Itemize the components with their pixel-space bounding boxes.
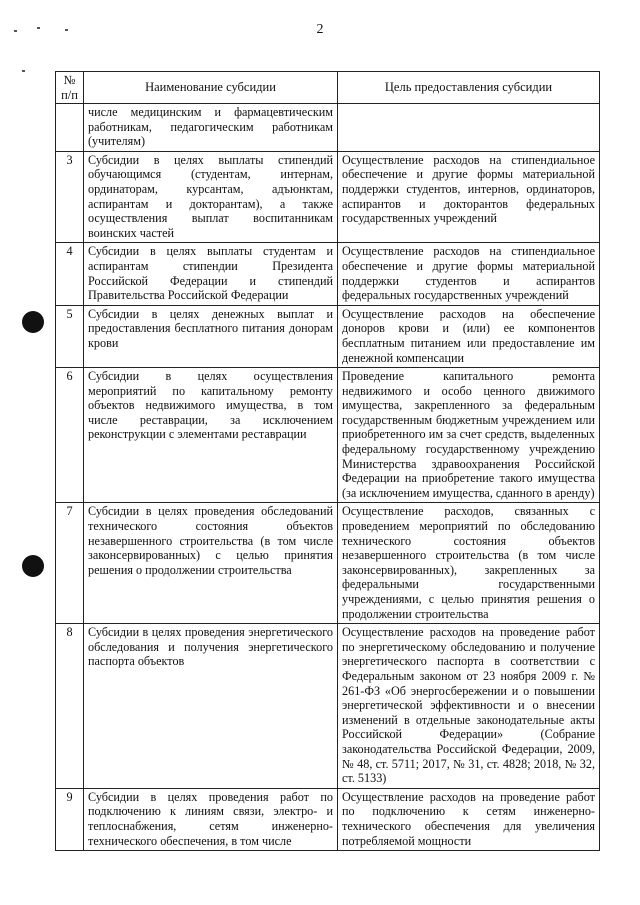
subsidy-name: Субсидии в целях выплаты стипендий обучающимся (студентам, интернам, ординаторам, курсантам, адъюнктам, аспирантам и докторантам), а также осуществления выплат воспитанникам воинских частей bbox=[84, 151, 338, 243]
header-subsidy-name: Наименование субсидии bbox=[84, 72, 338, 104]
row-number: 9 bbox=[56, 788, 84, 850]
table-row bbox=[56, 368, 600, 503]
table-row bbox=[56, 305, 600, 367]
subsidy-purpose: Осуществление расходов, связанных с проведением мероприятий по обследованию технического состояния объектов незавершенного строительства (в том числе законсервированных), закрепленных за федеральными государственными учреждениями, с целью принятия решения о продолжении строительства bbox=[338, 503, 600, 624]
table-header-row bbox=[56, 72, 600, 104]
subsidy-name: Субсидии в целях проведения энергетического обследования и получения энергетического паспорта объектов bbox=[84, 624, 338, 789]
table-row bbox=[56, 104, 600, 152]
subsidy-purpose: Осуществление расходов на стипендиальное обеспечение и другие формы материальной поддержки студентов и аспирантов федеральных государственных учреждений bbox=[338, 243, 600, 305]
punch-hole-bottom bbox=[22, 555, 44, 577]
scan-speck bbox=[65, 29, 68, 31]
row-number: 7 bbox=[56, 503, 84, 624]
subsidy-purpose bbox=[338, 104, 600, 152]
row-number: 8 bbox=[56, 624, 84, 789]
table-row bbox=[56, 624, 600, 789]
table-row bbox=[56, 788, 600, 850]
page-number: 2 bbox=[316, 22, 324, 37]
subsidy-name: Субсидии в целях осуществления мероприятий по капитальному ремонту объектов недвижимого имущества, в том числе реставрации, за исключением реконструкции с элементами реставрации bbox=[84, 368, 338, 503]
subsidy-purpose: Осуществление расходов на проведение работ по подключению к сетям инженерно-технического обеспечения для увеличения потребляемой мощности bbox=[338, 788, 600, 850]
subsidy-name: Субсидии в целях денежных выплат и предоставления бесплатного питания донорам крови bbox=[84, 305, 338, 367]
subsidy-name: числе медицинским и фармацевтическим работникам, педагогическим работникам (учителям) bbox=[84, 104, 338, 152]
row-number: 6 bbox=[56, 368, 84, 503]
table-row bbox=[56, 503, 600, 624]
row-number: 4 bbox=[56, 243, 84, 305]
subsidy-purpose: Осуществление расходов на проведение работ по энергетическому обследованию и получение энергетического паспорта в соответствии с Федеральным законом от 23 ноября 2009 г. № 261-ФЗ «Об энергосбережении и о повышении энергетической эффективности и о внесении изменений в отдельные законодательные акты Российской Федерации» (Собрание законодательства Российской Федерации, 2009, № 48, ст. 5711; 2017, № 31, ст. 4828; 2018, № 32, ст. 5133) bbox=[338, 624, 600, 789]
row-number: 3 bbox=[56, 151, 84, 243]
scan-speck bbox=[14, 30, 17, 32]
subsidies-table bbox=[55, 71, 600, 851]
row-number: 5 bbox=[56, 305, 84, 367]
header-subsidy-purpose: Цель предоставления субсидии bbox=[338, 72, 600, 104]
table-row bbox=[56, 243, 600, 305]
punch-hole-top bbox=[22, 311, 44, 333]
scan-speck bbox=[22, 70, 25, 72]
subsidy-purpose: Осуществление расходов на обеспечение доноров крови и (или) ее компонентов бесплатным питанием или предоставление им денежной компенсации bbox=[338, 305, 600, 367]
table-row bbox=[56, 151, 600, 243]
scan-speck bbox=[37, 27, 40, 29]
subsidy-name: Субсидии в целях выплаты студентам и аспирантам стипендии Президента Российской Федерации и стипендий Правительства Российской Федерации bbox=[84, 243, 338, 305]
row-number bbox=[56, 104, 84, 152]
subsidy-purpose: Проведение капитального ремонта недвижимого и особо ценного движимого имущества, закрепленного за федеральным государственным бюджетным учреждением или приобретенного им за счет средств, выделенных федеральному государственному учреждению Министерства здравоохранения Российской Федерации на приобретение такого имущества (за исключением имущества, сданного в аренду) bbox=[338, 368, 600, 503]
subsidy-purpose: Осуществление расходов на стипендиальное обеспечение и другие формы материальной поддержки студентов, интернов, ординаторов, аспирантов и докторантов федеральных государственных учреждений bbox=[338, 151, 600, 243]
subsidy-name: Субсидии в целях проведения обследований технического состояния объектов незавершенного строительства (в том числе законсервированных) с целью принятия решения о продолжении строительства bbox=[84, 503, 338, 624]
subsidy-name: Субсидии в целях проведения работ по подключению к линиям связи, электро- и теплоснабжения, сетям инженерно-технического обеспечения, в том числе bbox=[84, 788, 338, 850]
header-number: № п/п bbox=[56, 72, 84, 104]
